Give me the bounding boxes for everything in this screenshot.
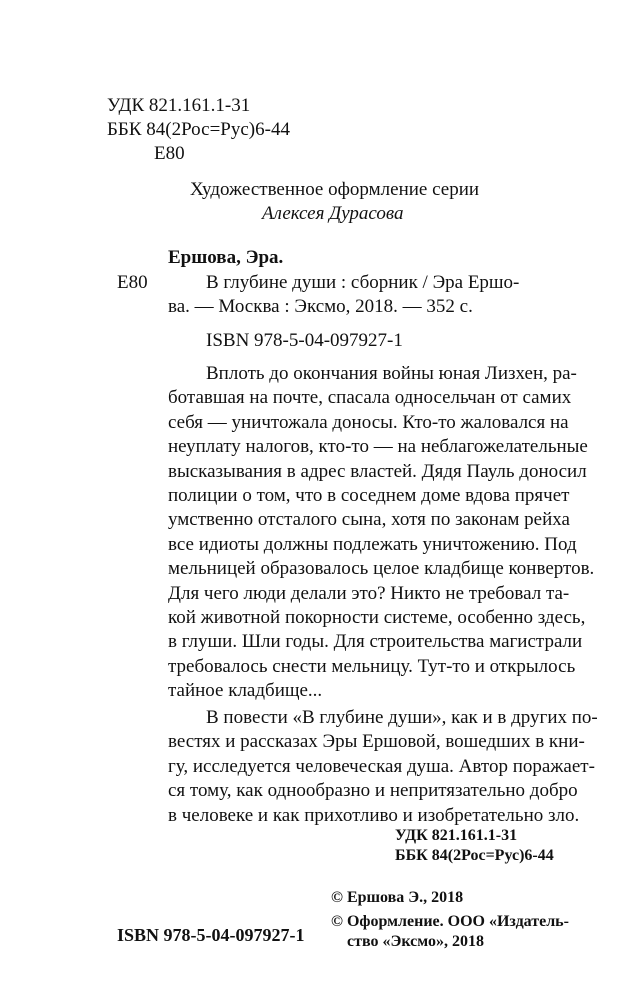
biblio-isbn: ISBN 978-5-04-097927-1: [206, 330, 403, 351]
udk-code: УДК 821.161.1-31: [107, 95, 251, 116]
design-credit-artist: Алексея Дурасова: [262, 203, 404, 224]
annotation-line: ботавшая на почте, спасала односельчан от самих: [168, 387, 572, 409]
footer-isbn: ISBN 978-5-04-097927-1: [117, 925, 305, 945]
biblio-title-line-2: ва. — Москва : Эксмо, 2018. — 352 с.: [168, 296, 473, 317]
bbk-code: ББК 84(2Рос=Рус)6-44: [107, 119, 290, 140]
author-mark: Е80: [154, 143, 185, 164]
annotation-line: тайное кладбище...: [168, 680, 323, 702]
design-credit-label: Художественное оформление серии: [190, 179, 480, 200]
annotation-line: Для чего люди делали это? Никто не требовал та-: [168, 582, 570, 604]
annotation-line: Вплоть до окончания войны юная Лизхен, ра-: [206, 363, 577, 384]
copyright-design-line-1: © Оформление. ООО «Издатель-: [331, 913, 569, 930]
annotation-line: неуплату налогов, кто-то — на неблагожелательные: [168, 436, 588, 458]
annotation-line: гу, исследуется человеческая душа. Автор поражает-: [168, 755, 595, 777]
annotation-bbk: ББК 84(2Рос=Рус)6-44: [395, 847, 554, 864]
annotation-line: в глуши. Шли годы. Для строительства магистрали: [168, 631, 583, 653]
annotation-line: В повести «В глубине души», как и в других по-: [206, 707, 598, 728]
annotation-paragraph-2: [168, 706, 598, 828]
annotation-line: в человеке и как прихотливо и изобретательно зло.: [168, 804, 580, 826]
biblio-author-mark: Е80: [117, 272, 148, 293]
annotation-line: полиции о том, что в соседнем доме вдова прячет: [168, 485, 570, 507]
annotation-line: умственно отсталого сына, хотя по законам рейха: [168, 509, 570, 531]
annotation-line: кой животной покорности системе, особенно здесь,: [168, 607, 586, 629]
annotation-line: себя — уничтожала доносы. Кто-то жаловался на: [168, 411, 569, 433]
annotation-line: вестях и рассказах Эры Ершовой, вошедших в кни-: [168, 731, 585, 753]
annotation-line: ся тому, как однообразно и непритязательно добро: [168, 780, 578, 802]
copyright-author: © Ершова Э., 2018: [331, 889, 464, 906]
annotation-paragraph-1: [168, 362, 595, 704]
annotation-udk: УДК 821.161.1-31: [395, 827, 518, 844]
annotation-line: все идиоты должны подлежать уничтожению. Под: [168, 533, 577, 555]
annotation-line: высказывания в адрес властей. Дядя Пауль доносил: [168, 460, 587, 482]
biblio-title-line-1: В глубине души : сборник / Эра Ершо-: [206, 272, 520, 293]
copyright-design-line-2: ство «Эксмо», 2018: [347, 933, 484, 950]
author-heading: Ершова, Эра.: [168, 247, 284, 268]
annotation-line: требовалось снести мельницу. Тут-то и открылось: [168, 655, 576, 677]
annotation-line: мельницей образовалось целое кладбище конвертов.: [168, 558, 595, 580]
